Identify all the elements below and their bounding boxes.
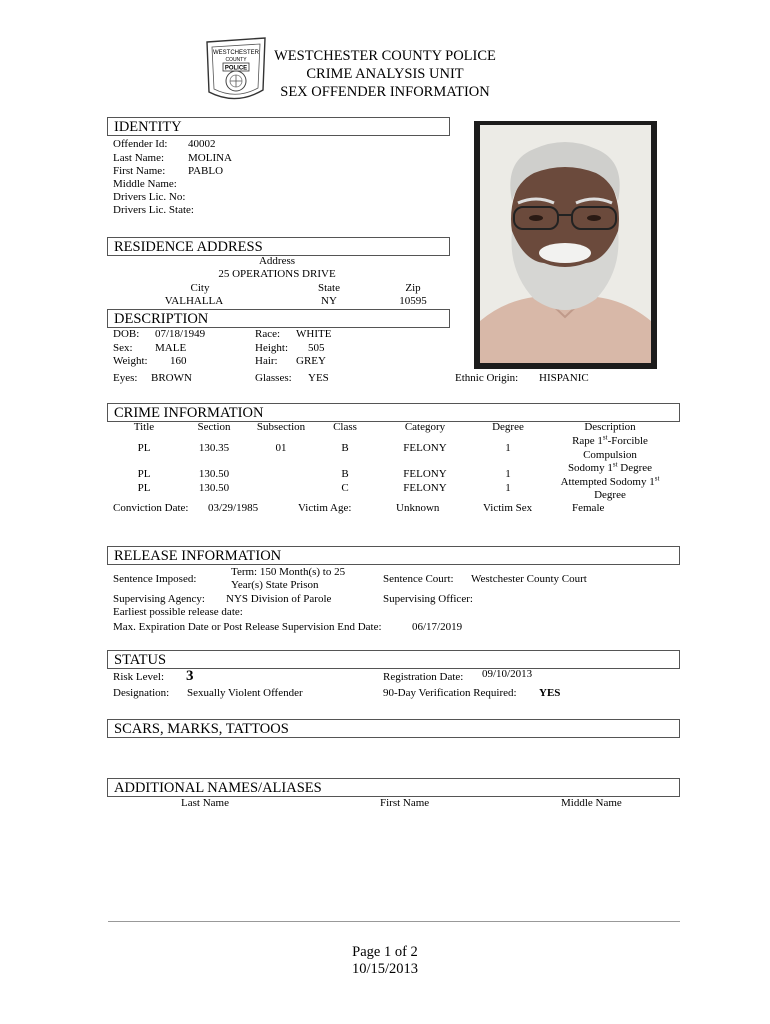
eyes-label: Eyes:: [113, 372, 138, 384]
weight-value: 160: [170, 355, 187, 367]
dob-label: DOB:: [113, 328, 140, 340]
crime-desc-1-line-2: Compulsion: [583, 449, 637, 461]
crime-row-2-title: PL: [137, 468, 151, 480]
ethnic-origin-label: Ethnic Origin:: [455, 372, 519, 384]
supervising-officer-label: Supervising Officer:: [383, 593, 473, 605]
earliest-release-label: Earliest possible release date:: [113, 606, 243, 618]
crime-desc-3-line-2: Degree: [594, 489, 626, 501]
weight-label: Weight:: [113, 355, 148, 367]
victim-sex-label: Victim Sex: [483, 502, 533, 514]
address-value: 25 OPERATIONS DRIVE: [218, 268, 336, 280]
status-section-header: STATUS: [107, 650, 680, 669]
col-degree: Degree: [492, 421, 524, 433]
sentence-court-label: Sentence Court:: [383, 573, 454, 585]
glasses-value: YES: [308, 372, 329, 384]
header-line-2: CRIME ANALYSIS UNIT: [306, 66, 464, 82]
offender-id-label: Offender Id:: [113, 138, 168, 150]
crime-section-header: CRIME INFORMATION: [107, 403, 680, 422]
state-value: NY: [321, 295, 337, 307]
height-value: 505: [308, 342, 325, 354]
crime-row-2-degree: 1: [505, 468, 511, 480]
crime-desc-3-line-1: Attempted Sodomy 1st: [560, 474, 660, 488]
conviction-date-value: 03/29/1985: [208, 502, 259, 514]
sentence-term-line-1: Term: 150 Month(s) to 25: [231, 566, 346, 578]
aliases-section-header: ADDITIONAL NAMES/ALIASES: [107, 778, 680, 797]
last-name-label: Last Name:: [113, 152, 165, 164]
alias-first-name-label: First Name: [380, 797, 430, 809]
risk-level-value: 3: [186, 668, 194, 684]
supervising-agency-label: Supervising Agency:: [113, 593, 205, 605]
offender-photo: [474, 121, 657, 369]
header-line-1: WESTCHESTER COUNTY POLICE: [274, 48, 496, 64]
verification-label: 90-Day Verification Required:: [383, 687, 517, 699]
col-subsection: Subsection: [256, 421, 306, 433]
description-section-header: DESCRIPTION: [107, 309, 450, 328]
middle-name-label: Middle Name:: [113, 178, 177, 190]
identity-section-header: IDENTITY: [107, 117, 450, 136]
release-section-header: RELEASE INFORMATION: [107, 546, 680, 565]
registration-date-label: Registration Date:: [383, 671, 464, 683]
alias-middle-name-label: Middle Name: [561, 797, 622, 809]
designation-value: Sexually Violent Offender: [187, 687, 303, 699]
col-category: Category: [404, 421, 446, 433]
state-label: State: [318, 282, 340, 294]
crime-row-3-category: FELONY: [403, 482, 447, 494]
col-section: Section: [197, 421, 231, 433]
race-value: WHITE: [296, 328, 332, 340]
crime-row-2-section: 130.50: [198, 468, 230, 480]
supervising-agency-value: NYS Division of Parole: [226, 593, 332, 605]
hair-label: Hair:: [255, 355, 278, 367]
registration-date-value: 09/10/2013: [482, 668, 533, 680]
crime-row-1-class: B: [341, 442, 349, 454]
zip-value: 10595: [399, 295, 427, 307]
svg-text:WESTCHESTER: WESTCHESTER: [212, 50, 260, 56]
conviction-date-label: Conviction Date:: [113, 502, 189, 514]
alias-last-name-label: Last Name: [181, 797, 229, 809]
verification-value: YES: [539, 687, 561, 699]
risk-level-label: Risk Level:: [113, 671, 165, 683]
race-label: Race:: [255, 328, 281, 340]
eyes-value: BROWN: [151, 372, 192, 384]
crime-row-1-subsection: 01: [275, 442, 287, 454]
first-name-label: First Name:: [113, 165, 166, 177]
scars-section-header: SCARS, MARKS, TATTOOS: [107, 719, 680, 738]
page-number: Page 1 of 2: [352, 944, 418, 960]
sex-label: Sex:: [113, 342, 133, 354]
crime-row-1-section: 130.35: [198, 442, 230, 454]
crime-row-1-category: FELONY: [403, 442, 447, 454]
svg-text:COUNTY: COUNTY: [225, 57, 247, 63]
crime-row-3-degree: 1: [505, 482, 511, 494]
victim-sex-value: Female: [572, 502, 605, 514]
victim-age-value: Unknown: [396, 502, 440, 514]
col-class: Class: [333, 421, 357, 433]
footer-divider: [108, 921, 680, 922]
city-label: City: [190, 282, 210, 294]
sex-value: MALE: [155, 342, 187, 354]
col-description: Description: [584, 421, 636, 433]
max-expiration-label: Max. Expiration Date or Post Release Supervision End Date:: [113, 621, 382, 633]
crime-row-2-category: FELONY: [403, 468, 447, 480]
dob-value: 07/18/1949: [155, 328, 206, 340]
residence-section-header: RESIDENCE ADDRESS: [107, 237, 450, 256]
svg-text:POLICE: POLICE: [224, 65, 248, 72]
designation-label: Designation:: [113, 687, 170, 699]
address-label: Address: [258, 255, 296, 267]
offender-id-value: 40002: [188, 138, 216, 150]
last-name-value: MOLINA: [188, 152, 232, 164]
crime-row-2-class: B: [341, 468, 349, 480]
sentence-imposed-label: Sentence Imposed:: [113, 573, 197, 585]
glasses-label: Glasses:: [255, 372, 292, 384]
sentence-term-line-2: Year(s) State Prison: [231, 579, 319, 591]
max-expiration-value: 06/17/2019: [412, 621, 463, 633]
first-name-value: PABLO: [188, 165, 224, 177]
crime-row-1-title: PL: [137, 442, 151, 454]
crime-desc-1-line-1: Rape 1st-Forcible: [572, 433, 648, 447]
drivers-lic-no-label: Drivers Lic. No:: [113, 191, 186, 203]
crime-row-1-degree: 1: [505, 442, 511, 454]
sentence-court-value: Westchester County Court: [471, 573, 587, 585]
crime-row-3-title: PL: [137, 482, 151, 494]
ethnic-origin-value: HISPANIC: [539, 372, 589, 384]
print-date: 10/15/2013: [351, 961, 419, 977]
crime-row-3-class: C: [341, 482, 349, 494]
crime-desc-2: Sodomy 1st Degree: [567, 460, 653, 474]
col-title: Title: [133, 421, 155, 433]
zip-label: Zip: [405, 282, 421, 294]
height-label: Height:: [255, 342, 288, 354]
city-value: VALHALLA: [164, 295, 224, 307]
victim-age-label: Victim Age:: [298, 502, 352, 514]
hair-value: GREY: [296, 355, 326, 367]
header-line-3: SEX OFFENDER INFORMATION: [280, 84, 490, 100]
drivers-lic-state-label: Drivers Lic. State:: [113, 204, 194, 216]
crime-row-3-section: 130.50: [198, 482, 230, 494]
